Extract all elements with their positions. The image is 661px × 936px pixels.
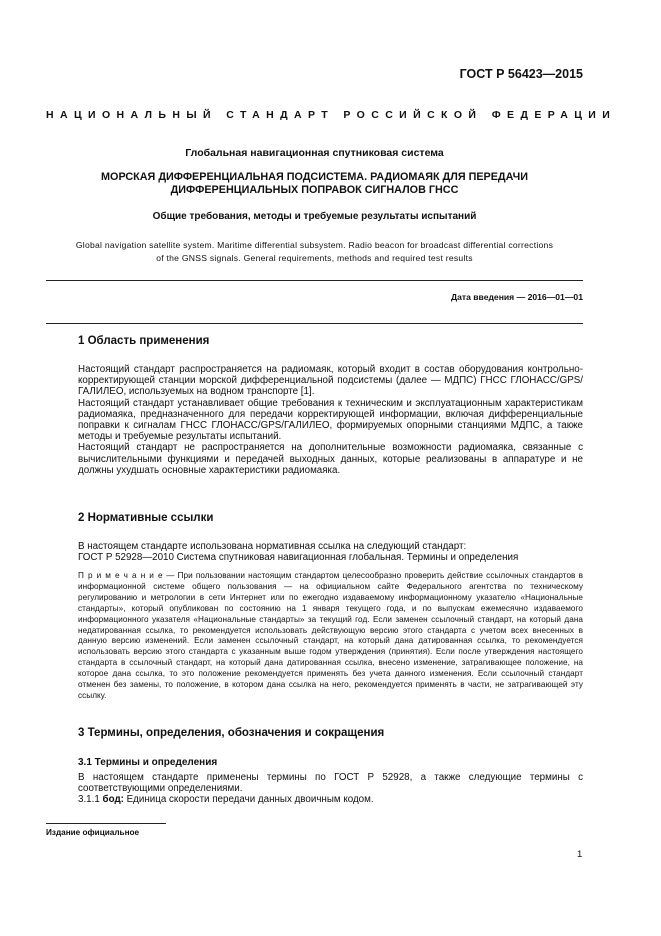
system-title: Глобальная навигационная спутниковая система: [185, 147, 444, 159]
note-label: П р и м е ч а н и е: [78, 571, 164, 580]
term-name: бод:: [102, 794, 124, 806]
term-3-1-1: [78, 794, 583, 805]
english-title-line-2: of the GNSS signals. General requirements, methods and required test results: [156, 253, 473, 263]
document-code: ГОСТ Р 56423—2015: [459, 67, 583, 81]
section-2-heading: 2 Нормативные ссылки: [78, 512, 214, 524]
section-1-paragraph-1: Настоящий стандарт распространяется на радиомаяк, который входит в состав оборудования контрольно-корректирующей станции морской дифференциальной подсистемы (далее — МДПС) ГНСС ГЛОНАСС/GPS/ГАЛИЛЕО, используемых на водном транспорте [1].: [78, 364, 583, 398]
section-1-heading: 1 Область применения: [78, 335, 210, 347]
footer-divider: [46, 823, 166, 824]
english-title-line-1: Global navigation satellite system. Maritime differential subsystem. Radio beacon for broadcast differential corrections: [75, 240, 554, 250]
normative-reference: ГОСТ Р 52928—2010 Система спутниковая навигационная глобальная. Термины и определения: [78, 552, 519, 564]
english-title: [46, 239, 583, 265]
section-3-heading: 3 Термины, определения, обозначения и сокращения: [78, 727, 385, 739]
divider-top: [46, 280, 583, 281]
official-edition-label: Издание официальное: [46, 828, 140, 837]
section-2-paragraph-1: В настоящем стандарте использована нормативная ссылка на следующий стандарт:: [78, 541, 467, 552]
main-title-line-2: ДИФФЕРЕНЦИАЛЬНЫХ ПОПРАВОК СИГНАЛОВ ГНСС: [170, 184, 459, 196]
term-number: 3.1.1: [78, 794, 100, 806]
term-definition: Единица скорости передачи данных двоичным кодом.: [123, 794, 374, 806]
main-title: [46, 171, 583, 197]
introduction-date: Дата введения — 2016—01—01: [450, 292, 583, 302]
page-number: 1: [577, 849, 583, 860]
section-3-paragraph-1: В настоящем стандарте применены термины по ГОСТ Р 52928, а также следующие термины с соответствующими определениями.: [78, 772, 583, 795]
section-2-body: [78, 541, 583, 563]
section-3-1-heading: 3.1 Термины и определения: [78, 757, 218, 768]
section-1-body: [78, 364, 583, 476]
note-text: — При пользовании настоящим стандартом целесообразно проверить действие ссылочных стандартов в информационной системе общего пользования — на официальном сайте Федерального агентства по техническому регулированию и метрологии в сети Интернет или по ежегодно издаваемому информационному указателю «Национальные стандарты», который опубликован по состоянию на 1 января текущего года, и по выпускам ежемесячно издаваемого информационного указателя «Национальные стандарты» за текущий год. Если заменен ссылочный стандарт, на который дана недатированная ссылка, то рекомендуется использовать действующую версию этого стандарта с учетом всех внесенных в данную версию изменений. Если заменен ссылочный стандарт, на который дана датированная ссылка, то рекомендуется использовать версию этого стандарта с указанным выше годом утверждения (принятия). Если после утверждения настоящего стандарта в ссылочный стандарт, на который дана датированная ссылка, внесено изменение, затрагивающее положение, на которое дана ссылка, то это положение рекомендуется применять без учета данного изменения. Если ссылочный стандарт отменен без замены, то положение, в котором дана ссылка на него, рекомендуется применять в части, не затрагивающей эту ссылку.: [78, 571, 584, 700]
national-standard-heading: НАЦИОНАЛЬНЫЙ СТАНДАРТ РОССИЙСКОЙ ФЕДЕРАЦИИ: [46, 109, 617, 121]
section-3-body: [78, 772, 583, 806]
section-1-paragraph-3: Настоящий стандарт не распространяется на дополнительные возможности радиомаяка, связанные с вычислительными функциями и передачей выходных данных, которые реализованы в аппаратуре и не должны ухудшать основные характеристики радиомаяка.: [78, 442, 583, 476]
main-title-line-1: МОРСКАЯ ДИФФЕРЕНЦИАЛЬНАЯ ПОДСИСТЕМА. РАДИОМАЯК ДЛЯ ПЕРЕДАЧИ: [101, 171, 528, 183]
subtitle: Общие требования, методы и требуемые результаты испытаний: [152, 211, 477, 222]
section-1-paragraph-2: Настоящий стандарт устанавливает общие требования к техническим и эксплуатационным характеристикам радиомаяка, предназначенного для передачи корректирующей информации, включая дифференциальные поправки к сигналам ГНСС ГЛОНАСС/GPS/ГАЛИЛЕО, формируемых опорными станциями МДПС, а также методы и требуемые результаты испытаний.: [78, 397, 583, 443]
divider-date: [46, 323, 583, 324]
note: [78, 571, 583, 702]
